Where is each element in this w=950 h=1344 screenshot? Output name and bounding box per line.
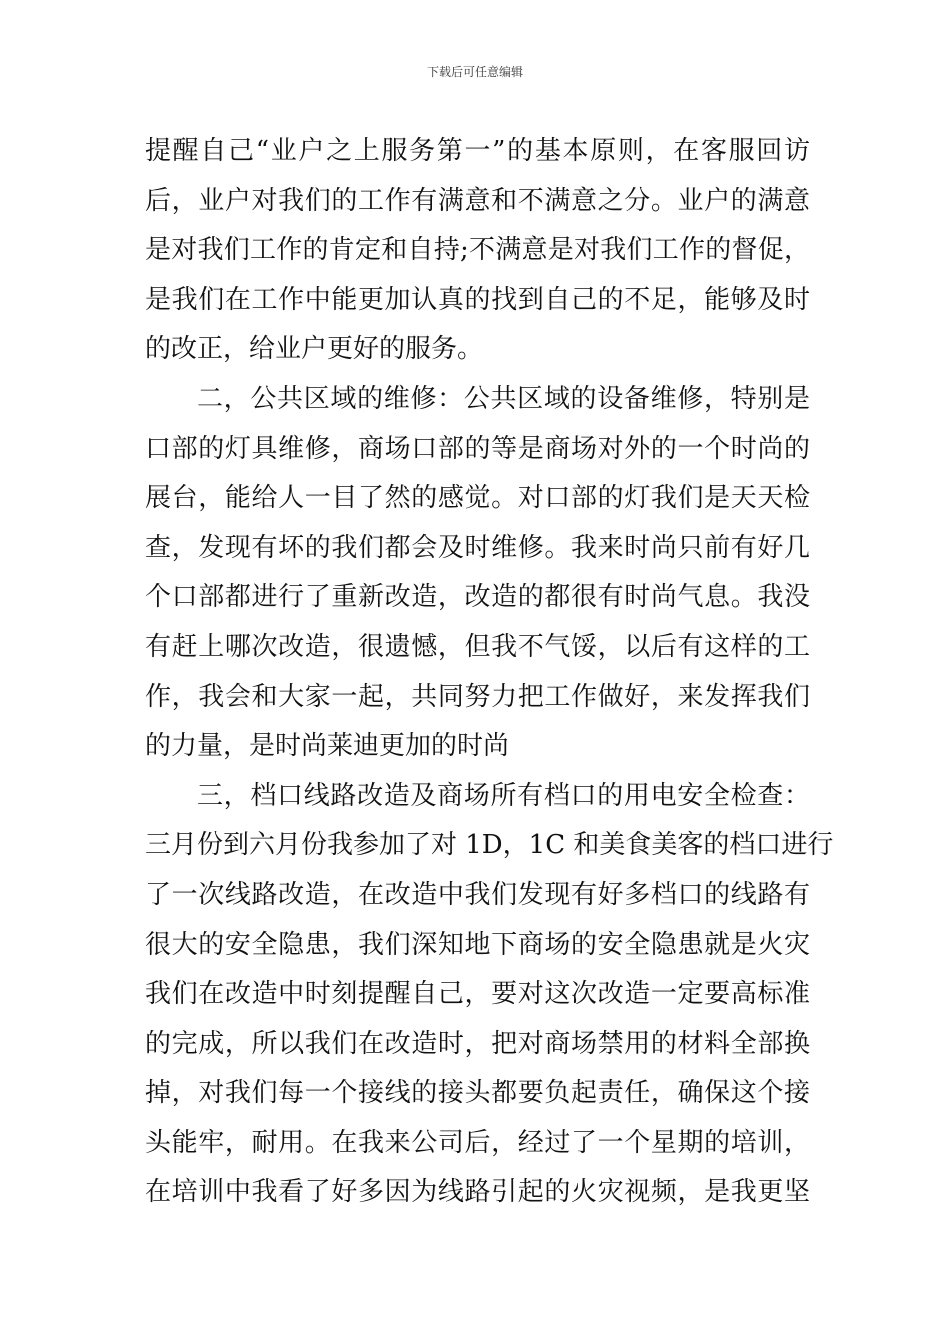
text-line: 有赶上哪次改造，很遗憾，但我不气馁，以后有这样的工 <box>145 631 810 662</box>
text-line: 的改正，给业户更好的服务。 <box>145 334 484 365</box>
text-line: 后，业户对我们的工作有满意和不满意之分。业户的满意 <box>145 185 810 216</box>
text-line: 作，我会和大家一起，共同努力把工作做好，来发挥我们 <box>145 681 810 712</box>
text-line: 的力量，是时尚莱迪更加的时尚 <box>145 731 510 762</box>
paragraph-heading-line: 三，档口线路改造及商场所有档口的用电安全检查： <box>197 780 810 811</box>
text-line: 的完成，所以我们在改造时，把对商场禁用的材料全部换 <box>145 1028 810 1059</box>
text-line: 个口部都进行了重新改造，改造的都很有时尚气息。我没 <box>145 582 810 613</box>
text-line: 三月份到六月份我参加了对 1D，1C 和美食美客的档口进行 <box>145 830 834 861</box>
text-line: 提醒自己“业户之上服务第一”的基本原则，在客服回访 <box>145 136 810 166</box>
text-line: 我们在改造中时刻提醒自己，要对这次改造一定要高标准 <box>145 979 810 1010</box>
text-line: 查，发现有坏的我们都会及时维修。我来时尚只前有好几 <box>145 532 810 563</box>
text-line: 很大的安全隐患，我们深知地下商场的安全隐患就是火灾 <box>145 929 810 960</box>
page-header: 下载后可任意编辑 <box>426 65 523 79</box>
text-line: 展台，能给人一目了然的感觉。对口部的灯我们是天天检 <box>145 483 810 514</box>
text-line: 头能牢，耐用。在我来公司后，经过了一个星期的培训， <box>145 1127 810 1158</box>
paragraph-heading-line: 二，公共区域的维修：公共区域的设备维修，特别是 <box>197 383 810 414</box>
text-line: 是我们在工作中能更加认真的找到自己的不足，能够及时 <box>145 284 810 315</box>
text-line: 掉，对我们每一个接线的接头都要负起责任，确保这个接 <box>145 1078 810 1109</box>
document-body <box>145 127 834 1218</box>
text-line: 在培训中我看了好多因为线路引起的火灾视频，是我更坚 <box>145 1177 810 1208</box>
text-line: 了一次线路改造，在改造中我们发现有好多档口的线路有 <box>145 879 810 910</box>
text-line: 口部的灯具维修，商场口部的等是商场对外的一个时尚的 <box>145 433 810 464</box>
text-line: 是对我们工作的肯定和自持;不满意是对我们工作的督促， <box>145 235 810 266</box>
